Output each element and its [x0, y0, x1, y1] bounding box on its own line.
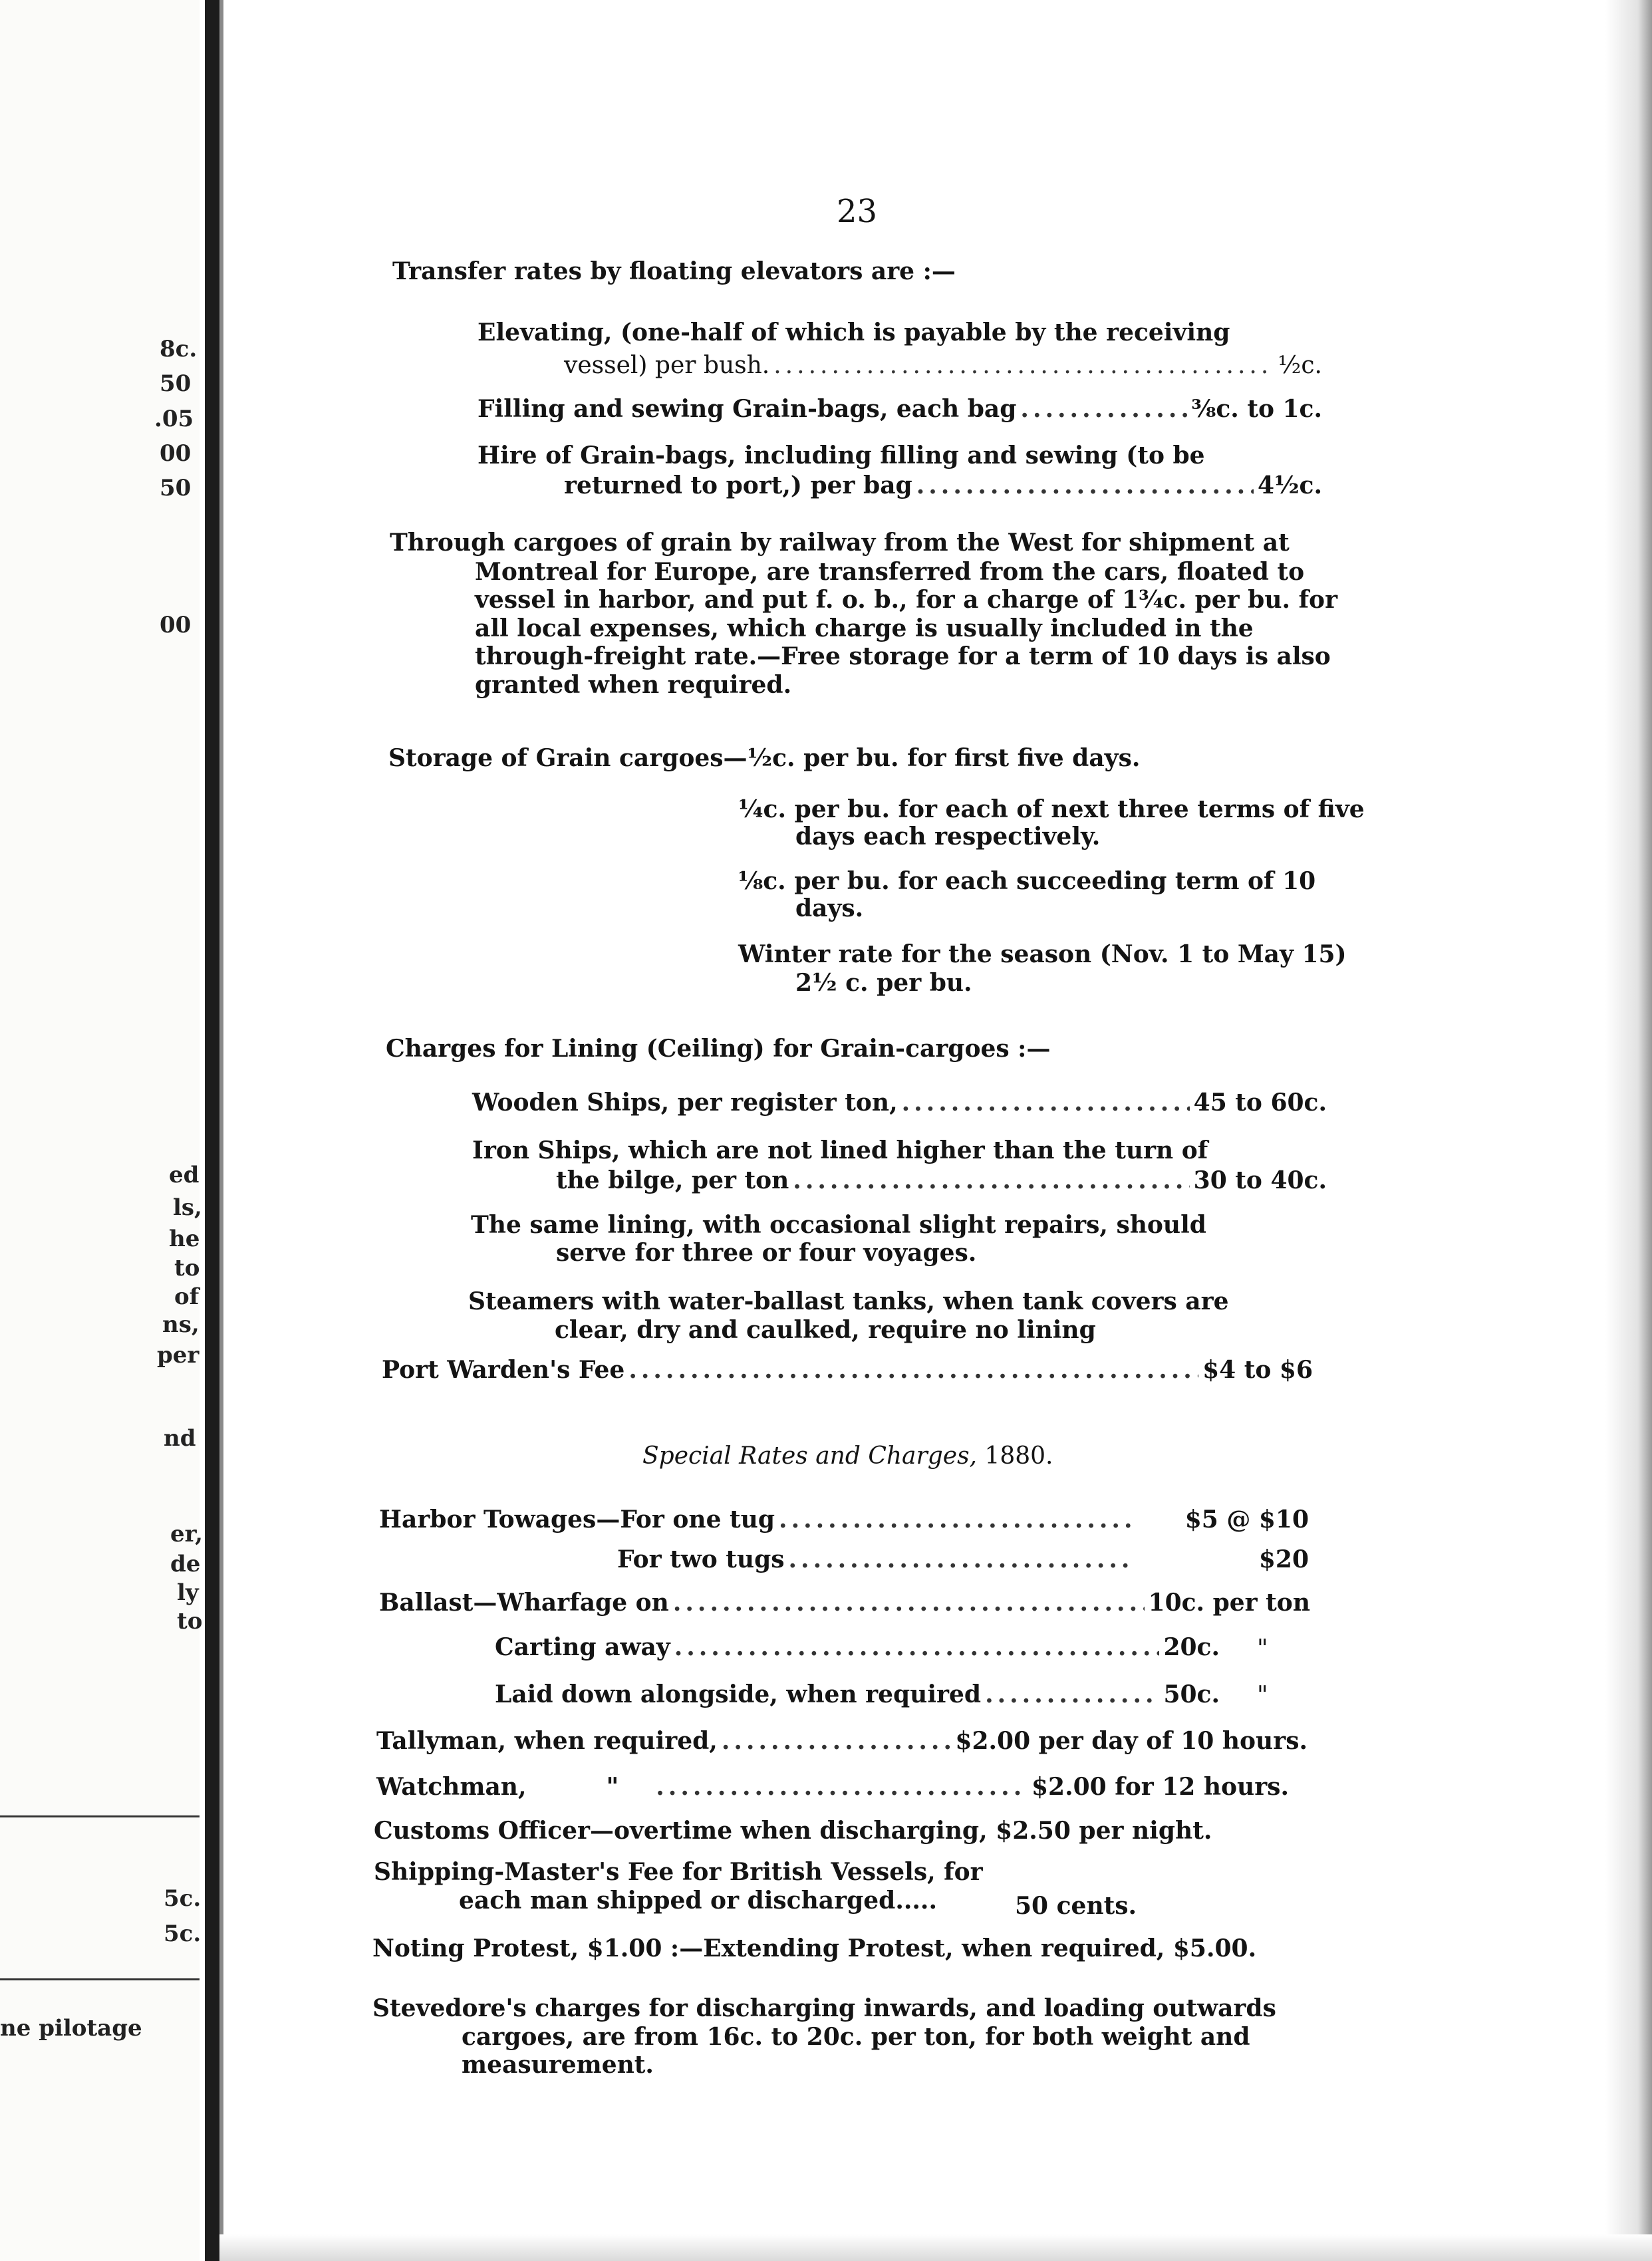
towage-one-value: $5 @ $10 [1184, 1506, 1309, 1533]
elevating-row [564, 352, 1322, 379]
margin-fragment: ls, [173, 1194, 202, 1221]
storage-b-1: ¼c. per bu. for each of next three terms of five [738, 795, 1365, 823]
storage-b-2: days each respectively. [795, 823, 1101, 851]
ballast-value: 10c. per ton [1148, 1589, 1310, 1617]
margin-fragment: to [177, 1608, 203, 1635]
dot-leader [902, 1089, 1190, 1116]
dot-leader [722, 1728, 952, 1754]
port-warden-label: Port Warden's Fee [382, 1356, 625, 1384]
port-warden-value: $4 to $6 [1202, 1356, 1313, 1384]
dot-leader [773, 352, 1274, 379]
lining-heading: Charges for Lining (Ceiling) for Grain-cargoes :— [386, 1035, 1051, 1063]
margin-fragment: .05 [154, 406, 194, 432]
margin-fragment: 5c. [164, 1921, 202, 1947]
page-number: 23 [837, 193, 878, 230]
dot-leader [674, 1634, 1160, 1661]
margin-fragment: ly [177, 1579, 199, 1606]
margin-fragment: er, [170, 1521, 203, 1547]
storage-d-2: 2½ c. per bu. [795, 969, 972, 997]
through-line-5: through-freight rate.—Free storage for a term of 10 days is also [475, 642, 1331, 670]
carting-row [495, 1634, 1220, 1661]
margin-fragment: 50 [160, 475, 192, 501]
tallyman-value: $2.00 per day of 10 hours. [955, 1727, 1308, 1755]
iron-line-1: Iron Ships, which are not lined higher than the turn of [472, 1136, 1208, 1164]
same-line-2: serve for three or four voyages. [556, 1239, 977, 1267]
noting-protest-line: Noting Protest, $1.00 :—Extending Protest, when required, $5.00. [372, 1934, 1257, 1962]
tallyman-label: Tallyman, when required, [376, 1727, 718, 1755]
dot-leader [779, 1506, 1131, 1533]
storage-c-1: ⅛c. per bu. for each succeeding term of 10 [738, 867, 1316, 895]
dot-leader [628, 1357, 1198, 1383]
hire-value: 4½c. [1257, 471, 1322, 499]
iron-row [556, 1167, 1327, 1194]
stevedore-line-2: cargoes, are from 16c. to 20c. per ton, for both weight and [462, 2023, 1250, 2051]
margin-fragment: 00 [160, 440, 192, 467]
carting-label: Carting away [495, 1633, 670, 1661]
filling-label: Filling and sewing Grain-bags, each bag [478, 395, 1017, 423]
shipping-master-line-2: each man shipped or discharged..... [459, 1887, 937, 1915]
through-line-4: all local expenses, which charge is usually included in the [475, 614, 1254, 642]
dot-leader [916, 472, 1254, 499]
watchman-value: $2.00 for 12 hours. [1031, 1773, 1289, 1801]
margin-fragment: 50 [160, 370, 192, 397]
tallyman-row [376, 1728, 1308, 1754]
through-line-6: granted when required. [475, 671, 792, 699]
page-bottom-shadow [219, 2234, 1652, 2261]
filling-value: ⅜c. to 1c. [1191, 395, 1322, 423]
margin-fragment: de [170, 1551, 201, 1577]
margin-fragment: he [169, 1226, 200, 1252]
margin-fragment: per [157, 1342, 200, 1369]
dot-leader [656, 1774, 1028, 1800]
watchman-ditto: " [606, 1773, 619, 1801]
towage-one-row [379, 1506, 1309, 1533]
wooden-label: Wooden Ships, per register ton, [472, 1089, 898, 1117]
filling-row [478, 396, 1322, 422]
laid-label: Laid down alongside, when required [495, 1680, 982, 1708]
shipping-master-value: 50 cents. [1015, 1892, 1137, 1920]
customs-officer-line: Customs Officer—overtime when discharging, $2.50 per night. [374, 1817, 1212, 1845]
dot-leader [793, 1167, 1189, 1194]
elevating-value: ½c. [1278, 352, 1322, 379]
ballast-row [379, 1589, 1310, 1616]
dot-leader [1020, 396, 1187, 422]
towage-two-value: $20 [1258, 1545, 1309, 1573]
towage-one-label: Harbor Towages—For one tug [379, 1506, 775, 1533]
margin-fragment: 8c. [160, 336, 198, 362]
hire-line-1: Hire of Grain-bags, including filling and sewing (to be [478, 442, 1205, 469]
towage-two-label: For two tugs [617, 1545, 785, 1573]
book-gutter [205, 0, 219, 2261]
iron-label: the bilge, per ton [556, 1166, 789, 1194]
dot-leader [789, 1546, 1135, 1573]
iron-value: 30 to 40c. [1193, 1166, 1327, 1194]
wooden-value: 45 to 60c. [1193, 1089, 1327, 1117]
steamers-line-2: clear, dry and caulked, require no lining [555, 1316, 1096, 1344]
carting-value: 20c. [1163, 1633, 1220, 1661]
gutter-edge [219, 0, 223, 2261]
margin-fragment: ne pilotage [0, 2015, 142, 2042]
wooden-row [472, 1089, 1327, 1116]
margin-fragment: of [174, 1283, 200, 1310]
carting-ditto: " [1257, 1635, 1268, 1662]
same-line-1: The same lining, with occasional slight repairs, should [471, 1211, 1206, 1239]
elevating-label: vessel) per bush. [564, 352, 770, 379]
dot-leader [673, 1589, 1145, 1616]
margin-rule [0, 1815, 200, 1817]
through-line-3: vessel in harbor, and put f. o. b., for a charge of 1¾c. per bu. for [475, 586, 1338, 614]
through-line-2: Montreal for Europe, are transferred from the cars, floated to [475, 558, 1305, 586]
margin-fragment: nd [164, 1425, 196, 1452]
special-heading [642, 1443, 1053, 1470]
towage-two-row [617, 1546, 1309, 1573]
special-heading-year: 1880. [977, 1442, 1053, 1470]
dot-leader [985, 1681, 1159, 1708]
laid-value: 50c. [1163, 1680, 1220, 1708]
hire-row [564, 472, 1322, 499]
hire-label: returned to port,) per bag [564, 471, 912, 499]
watchman-label: Watchman, [376, 1773, 527, 1801]
storage-d-1: Winter rate for the season (Nov. 1 to May 15) [738, 940, 1347, 968]
margin-fragment: ed [169, 1162, 200, 1188]
margin-fragment: 5c. [164, 1885, 202, 1912]
stevedore-line-1: Stevedore's charges for discharging inwards, and loading outwards [372, 1994, 1276, 2022]
storage-c-2: days. [795, 894, 864, 922]
ballast-label: Ballast—Wharfage on [379, 1589, 669, 1617]
laid-row [495, 1681, 1220, 1708]
port-warden-row [382, 1357, 1313, 1383]
storage-line-1: Storage of Grain cargoes—½c. per bu. for first five days. [388, 744, 1141, 772]
watchman-row [376, 1774, 1289, 1800]
transfer-heading: Transfer rates by floating elevators are :— [392, 257, 956, 285]
stevedore-line-3: measurement. [462, 2051, 654, 2079]
special-heading-italic: Special Rates and Charges, [642, 1442, 977, 1470]
steamers-line-1: Steamers with water-ballast tanks, when tank covers are [468, 1287, 1229, 1315]
margin-fragment: ns, [162, 1311, 200, 1338]
margin-fragment: to [174, 1255, 200, 1281]
shipping-master-line-1: Shipping-Master's Fee for British Vessels, for [374, 1858, 983, 1886]
through-line-1: Through cargoes of grain by railway from the West for shipment at [390, 529, 1290, 557]
page-edge-shadow [1605, 0, 1652, 2261]
margin-fragment: 00 [160, 612, 192, 638]
margin-rule [0, 1978, 200, 1980]
laid-ditto: " [1257, 1682, 1268, 1709]
elevating-line-1: Elevating, (one-half of which is payable by the receiving [478, 319, 1230, 346]
